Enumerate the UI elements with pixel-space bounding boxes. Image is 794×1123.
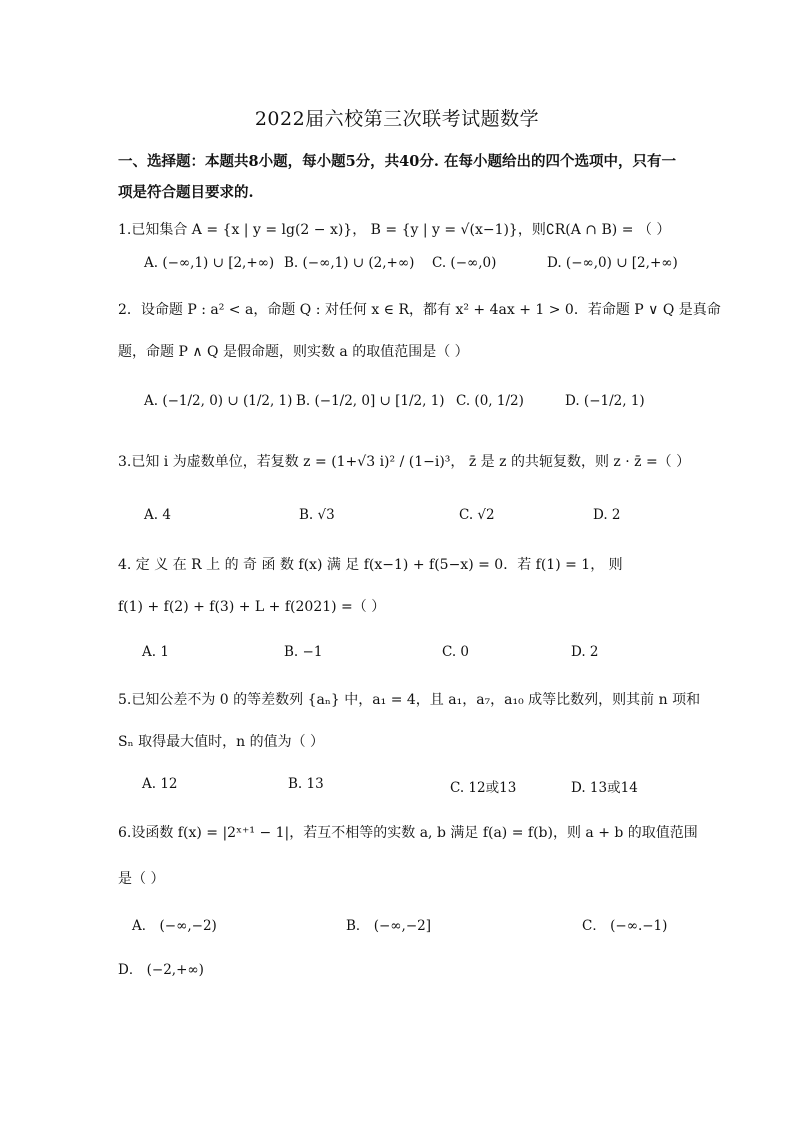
question-5-options xyxy=(118,776,680,800)
page-title: 2022届六校第三次联考试题数学 xyxy=(254,108,540,130)
option-d: D. 2 xyxy=(593,507,621,523)
option-a: A． (−∞,−2) xyxy=(132,918,217,934)
question-6-options-row-2 xyxy=(118,958,680,982)
question-3-options xyxy=(118,507,680,531)
question-4-options xyxy=(118,644,680,668)
option-d: D. 2 xyxy=(571,644,599,660)
option-a: A. 1 xyxy=(142,644,169,660)
option-a: A. (−1/2, 0) ∪ (1/2, 1) xyxy=(144,393,293,409)
question-2-stem-line-1: 2．设命题 P : a² < a，命题 Q : 对任何 x ∈ R，都有 x² + 4ax + 1 > 0．若命题 P ∨ Q 是真命 xyxy=(118,302,721,318)
question-6-stem-line-2: 是（ ） xyxy=(118,871,165,887)
option-a: A. 4 xyxy=(144,507,171,523)
question-5-stem-line-2: Sₙ 取得最大值时，n 的值为（ ） xyxy=(118,734,325,750)
option-c: C. 12或13 xyxy=(450,780,517,796)
option-c: C. 0 xyxy=(442,644,470,660)
question-6-options-row-1 xyxy=(118,914,680,938)
question-4-stem-line-2: f(1) + f(2) + f(3) + L + f(2021) =（ ） xyxy=(118,599,386,615)
question-4-stem-line-1: 4. 定 义 在 R 上 的 奇 函 数 f(x) 满 足 f(x−1) + f(5−x) = 0．若 f(1) = 1， 则 xyxy=(118,557,623,573)
option-b: B. √3 xyxy=(299,507,335,523)
option-c: C. (0, 1/2) xyxy=(456,393,524,409)
option-a: A. (−∞,1) ∪ [2,+∞) xyxy=(144,255,275,271)
option-b: B. (−1/2, 0] ∪ [1/2, 1) xyxy=(296,393,445,409)
option-b: B． (−∞,−2] xyxy=(346,918,431,934)
question-5-stem-line-1: 5.已知公差不为 0 的等差数列 {aₙ} 中，a₁ = 4，且 a₁，a₇，a₁₀ 成等比数列，则其前 n 项和 xyxy=(118,692,701,708)
question-2-options xyxy=(118,393,680,417)
option-a: A. 12 xyxy=(142,776,178,792)
option-b: B. −1 xyxy=(284,644,323,660)
question-3-stem: 3.已知 i 为虚数单位，若复数 z = (1+√3 i)² / (1−i)³， z̄ 是 z 的共轭复数，则 z · z̄ =（ ） xyxy=(118,454,691,470)
option-c: C． (−∞.−1) xyxy=(582,918,668,934)
question-6-stem-line-1: 6.设函数 f(x) = |2ˣ⁺¹ − 1|，若互不相等的实数 a, b 满足 f(a) = f(b)，则 a + b 的取值范围 xyxy=(118,825,698,841)
question-2-stem-line-2: 题，命题 P ∧ Q 是假命题，则实数 a 的取值范围是（ ） xyxy=(118,344,469,360)
option-d: D. 13或14 xyxy=(571,780,638,796)
option-d: D． (−2,+∞) xyxy=(118,962,204,978)
option-d: D. (−∞,0) ∪ [2,+∞) xyxy=(547,255,678,271)
option-b: B. 13 xyxy=(288,776,324,792)
question-1-options xyxy=(118,255,680,279)
option-c: C. √2 xyxy=(459,507,495,523)
option-d: D. (−1/2, 1) xyxy=(565,393,645,409)
option-b: B. (−∞,1) ∪ (2,+∞) xyxy=(284,255,415,271)
option-c: C. (−∞,0) xyxy=(432,255,497,271)
question-1-stem: 1.已知集合 A = {x | y = lg(2 − x)}， B = {y | y = √(x−1)}，则∁R(A ∩ B) = （ ） xyxy=(118,222,671,238)
section-heading: 一、选择题：本题共8小题，每小题5分，共40分. 在每小题给出的四个选项中，只有一项是符合题目要求的. xyxy=(118,153,676,201)
